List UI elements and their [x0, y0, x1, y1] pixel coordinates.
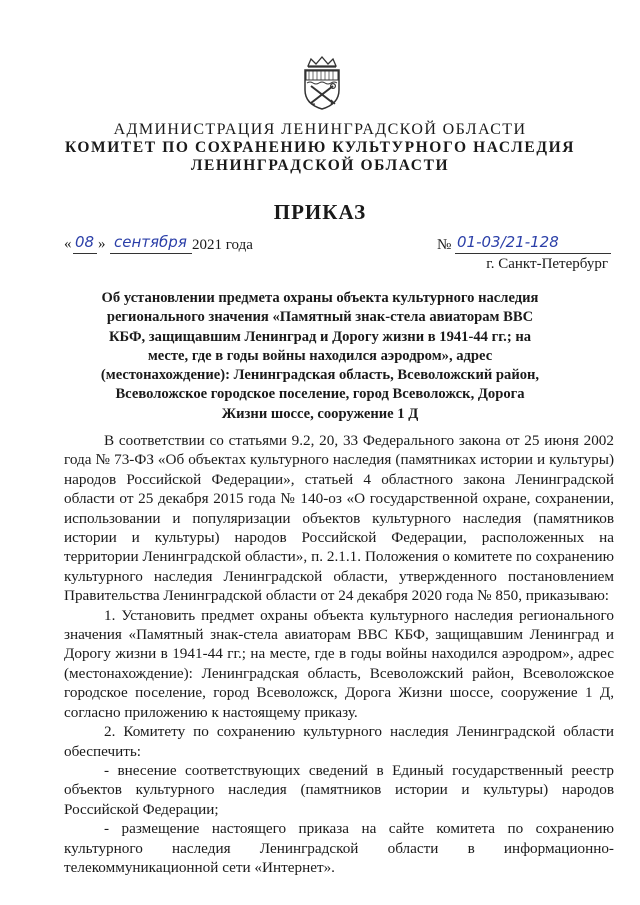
paragraph-item-2-registry: - внесение соответствующих сведений в Единый государственный реестр объектов культурного наследия (памятников истории и культуры) народов Российской Федерации;	[64, 761, 614, 818]
date-year: 2021 года	[192, 237, 253, 253]
paragraph-item-2: 2. Комитету по сохранению культурного наследия Ленинградской области обеспечить:	[64, 723, 614, 760]
paragraph-preamble: В соответствии со статьями 9.2, 20, 33 Федерального закона от 25 июня 2002 года № 73-ФЗ «Об объектах культурного наследия (памятниках истории и культуры) народов Российской Федерации», статьей 4 областного закона Ленинградской области от 25 декабря 2015 года № 140-оз «О государственной охране, сохранении, использовании и популяризации объектов культурного наследия (памятников истории и культуры) народов Российской Федерации, расположенных на территории Ленинградской области», п. 2.1.1. Положения о комитете по сохранению культурного наследия Ленинградской области, утвержденного постановлением Правительства Ленинградской области от 24 декабря 2020 года № 850, приказываю:	[64, 432, 614, 605]
date-close-quote: »	[98, 236, 106, 252]
document-type-heading: ПРИКАЗ	[273, 200, 367, 224]
date-month-handwritten: сентября	[114, 233, 187, 251]
number-handwritten: 01-03/21-128	[457, 233, 559, 251]
org-line-administration: АДМИНИСТРАЦИЯ ЛЕНИНГРАДСКОЙ ОБЛАСТИ	[113, 121, 527, 138]
city-label: г. Санкт-Петербург	[486, 256, 608, 272]
org-line-region: ЛЕНИНГРАДСКОЙ ОБЛАСТИ	[190, 157, 450, 174]
paragraph-item-1: 1. Установить предмет охраны объекта культурного наследия регионального значения «Памятный знак-стела авиаторам ВВС КБФ, защищавшим Ленинград и Дорогу жизни в 1941-44 гг.; на месте, где в годы войны находился аэродром», адрес (местонахождение): Ленинградская область, Всеволожский район, Всеволожское городское поселение, город Всеволожск, Дорога Жизни шоссе, сооружение 1 Д, согласно приложению к настоящему приказу.	[64, 606, 614, 721]
month-underline	[110, 253, 192, 254]
date-open-quote: «	[64, 236, 72, 252]
paragraph-item-2-publication: - размещение настоящего приказа на сайте комитета по сохранению культурного наследия Ленинградской области в информационно-телекоммуникационной сети «Интернет».	[64, 820, 614, 876]
document-body	[64, 431, 614, 877]
org-line-committee: КОМИТЕТ ПО СОХРАНЕНИЮ КУЛЬТУРНОГО НАСЛЕДИЯ	[64, 139, 576, 156]
document-date	[64, 232, 284, 254]
document-number	[437, 232, 612, 254]
document-title: Об установлении предмета охраны объекта культурного наследия регионального значения «Памятный знак-стела авиаторам ВВС КБФ, защищавшим Ленинград и Дорогу жизни в 1941-44 гг.; на месте, где в годы войны находился аэродром», адрес (местонахождение): Ленинградская область, Всеволожский район, Всеволожское городское поселение, город Всеволожск, Дорога Жизни шоссе, сооружение 1 Д	[100, 290, 540, 422]
number-label: №	[437, 237, 452, 253]
day-underline	[73, 253, 97, 254]
number-underline	[455, 253, 611, 254]
coat-of-arms-icon	[301, 56, 343, 110]
date-day-handwritten: 08	[75, 233, 95, 251]
